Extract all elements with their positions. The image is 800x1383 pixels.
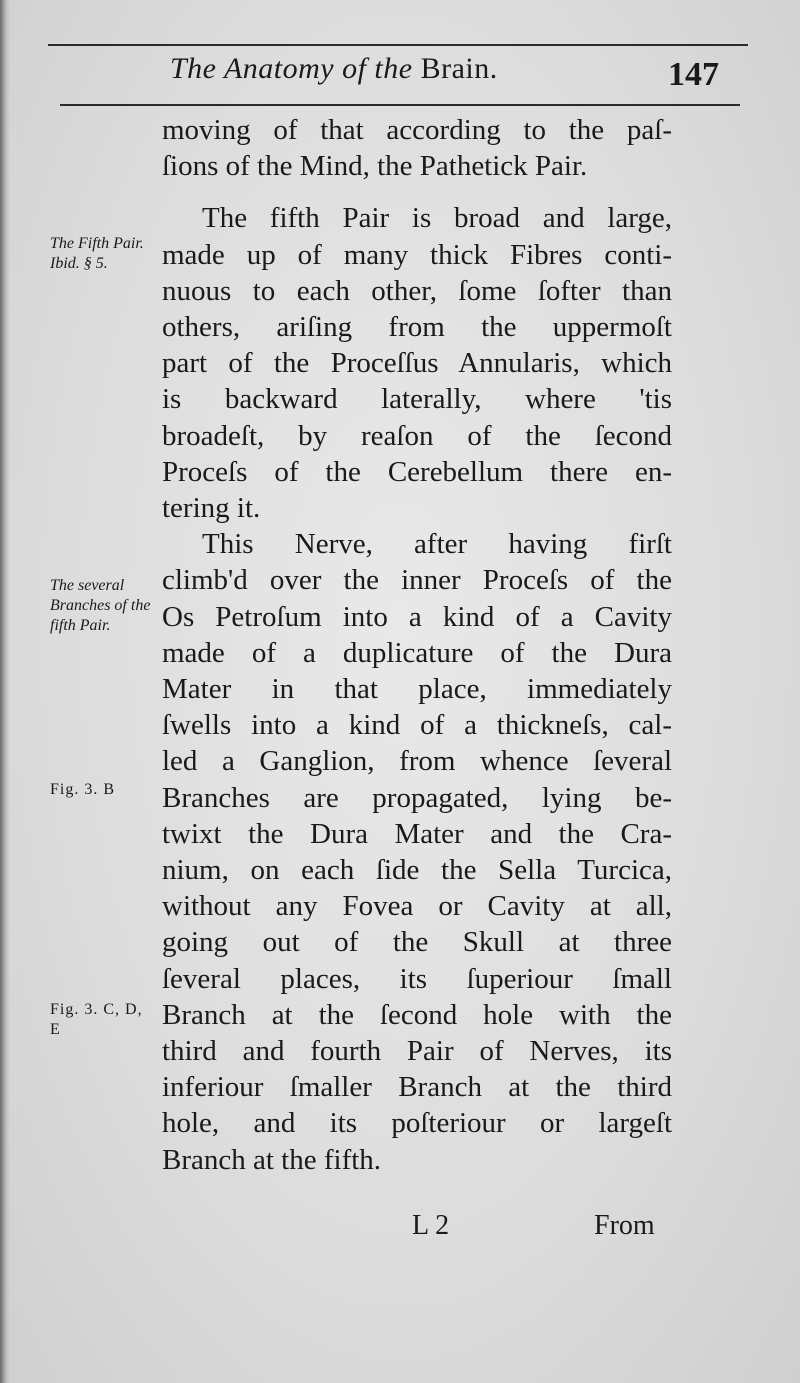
text-line: without any Fovea or Cavity at all,	[162, 890, 672, 923]
text-line: broadeſt, by reaſon of the ſecond	[162, 419, 672, 452]
text-line: climb'd over the inner Proceſs of the	[162, 564, 672, 597]
text-line: ſwells into a kind of a thickneſs, cal-	[162, 709, 672, 742]
text-line: Branch at the ſecond hole with the	[162, 998, 672, 1031]
margin-note-fig-3b: Fig. 3. B	[50, 781, 116, 798]
text-line: is backward laterally, where 'tis	[162, 383, 672, 416]
text-line: inferiour ſmaller Branch at the third	[162, 1071, 672, 1104]
text-line: The fifth Pair is broad and large,	[202, 202, 672, 235]
text-line: made up of many thick Fibres conti-	[162, 238, 672, 271]
text-line: nium, on each ſide the Sella Turcica,	[162, 854, 672, 887]
text-line: nuous to each other, ſome ſofter than	[162, 274, 672, 307]
page-gutter-shadow	[0, 0, 10, 1383]
running-head-italic: The Anatomy of the	[170, 52, 413, 85]
text-line: hole, and its poſteriour or largeſt	[162, 1107, 672, 1140]
margin-note-fig-3cde: Fig. 3. C, D, E	[50, 1001, 143, 1038]
text-line: others, ariſing from the uppermoſt	[162, 311, 672, 344]
body-text	[162, 112, 672, 1178]
paragraph-gap	[162, 184, 672, 200]
text-line: Proceſs of the Cerebellum there en-	[162, 455, 672, 488]
text-line: Branches are propagated, lying be-	[162, 781, 672, 814]
text-line: This Nerve, after having firſt	[202, 528, 672, 561]
header-rule-top	[48, 44, 748, 46]
text-line: moving of that according to the paſ-	[162, 114, 672, 146]
text-line: ſeveral places, its ſuperiour ſmall	[162, 962, 672, 995]
margin-note-several-branches: The several Branches of the fifth Pair.	[50, 577, 151, 634]
text-line: Branch at the fifth.	[162, 1143, 382, 1176]
margin-note-fifth-pair: The Fifth Pair. Ibid. § 5.	[50, 235, 144, 272]
header-rule-bottom	[60, 104, 740, 106]
page-number: 147	[668, 56, 719, 93]
text-line: Os Petroſum into a kind of a Cavity	[162, 600, 672, 633]
text-line: Mater in that place, immediately	[162, 673, 672, 706]
text-line: ſions of the Mind, the Pathetick Pair.	[162, 150, 588, 183]
text-line: twixt the Dura Mater and the Cra-	[162, 817, 672, 850]
text-line: third and fourth Pair of Nerves, its	[162, 1035, 672, 1068]
running-head	[170, 52, 630, 86]
text-line: led a Ganglion, from whence ſeveral	[162, 745, 672, 778]
text-line: going out of the Skull at three	[162, 926, 672, 959]
running-head-roman: Brain.	[420, 52, 498, 85]
text-line: made of a duplicature of the Dura	[162, 636, 672, 669]
text-line: tering it.	[162, 492, 261, 525]
text-line: part of the Proceſſus Annularis, which	[162, 347, 672, 380]
signature-mark: L 2	[412, 1210, 450, 1241]
catchword: From	[594, 1210, 655, 1241]
